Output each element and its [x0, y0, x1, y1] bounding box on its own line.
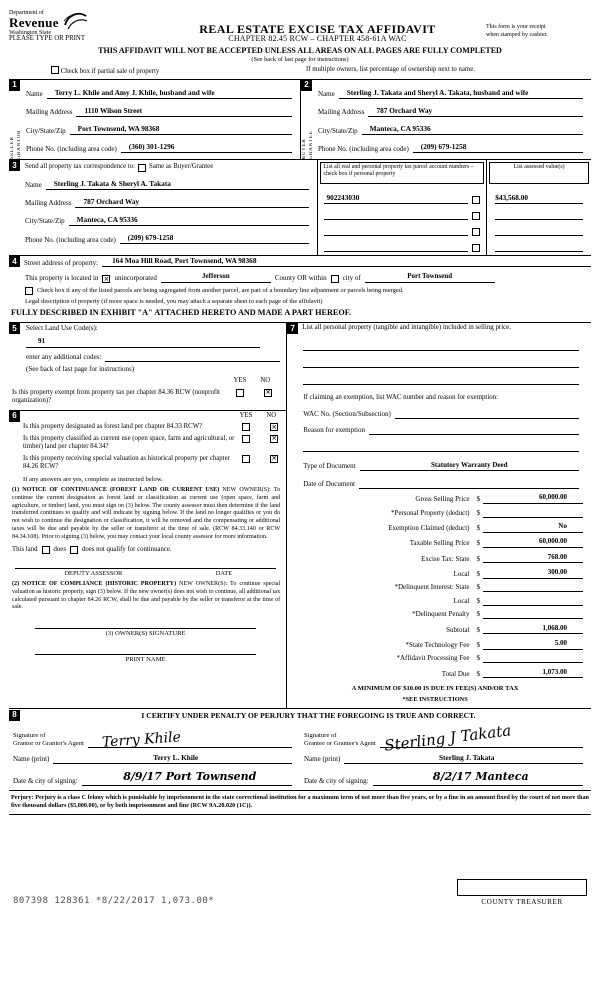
- grantee-sig-label-1: Signature of: [304, 732, 337, 740]
- section-8-number: 8: [9, 710, 20, 721]
- grantee-signature-line[interactable]: [380, 721, 583, 755]
- processing-fee-field[interactable]: [483, 654, 583, 663]
- land-use-section: [9, 323, 286, 409]
- does-checkbox[interactable]: [42, 546, 50, 554]
- parcel-number-3[interactable]: [324, 227, 468, 236]
- revenue-logo-text: [9, 10, 59, 36]
- grantor-date-city-handwriting: 8/9/17 Port Townsend: [123, 770, 257, 784]
- exemption-deduct-field[interactable]: No: [483, 522, 583, 533]
- section-6-number: 6: [9, 411, 20, 422]
- historic-question: Is this property receiving special valuation as historical property per chapter 84.26 RCW?: [23, 454, 230, 471]
- buyer-name-field[interactable]: Sterling J. Takata and Sheryl A. Takata, husband and wife: [339, 88, 583, 99]
- wac-label: WAC No. (Section/Subsection): [303, 410, 391, 419]
- print-name-line[interactable]: PRINT NAME: [35, 654, 256, 664]
- grantor-signature-label: [13, 732, 88, 748]
- parcel-personal-checkbox-2[interactable]: [472, 212, 480, 220]
- owners-signature-line[interactable]: (3) OWNER(S) SIGNATURE: [35, 628, 256, 638]
- excise-local-field[interactable]: 300.00: [483, 568, 583, 579]
- unincorporated-checkbox[interactable]: ×: [103, 273, 110, 284]
- logo-washington-state: Washington State: [9, 29, 52, 36]
- grantee-date-city-field[interactable]: [373, 770, 583, 786]
- section-3-number: 3: [9, 160, 20, 171]
- minimum-fee-note: A MINIMUM OF $10.00 IS DUE IN FEE(S) AND/OR TAX: [351, 685, 519, 693]
- wac-row: [303, 410, 579, 419]
- processing-fee-label: *Affidavit Processing Fee: [396, 654, 470, 663]
- personal-property-line-2[interactable]: [303, 359, 579, 368]
- multiple-owners-note: If multiple owners, list percentage of ownership next to name.: [306, 66, 475, 74]
- segregated-label: Check box if any of the listed parcels are being segregated from another parcel, are part of a boundary line adjustment or parcels being merged.: [37, 287, 404, 295]
- corr-name-label: Name: [25, 181, 42, 190]
- doc-type-row: [303, 461, 579, 471]
- cashier-receipt-stamp: 807398 128361 *8/22/2017 1,073.00*: [13, 895, 215, 906]
- signature-grid: [9, 722, 591, 786]
- same-as-buyer-label: Same as Buyer/Grantee: [149, 163, 214, 171]
- dollar-sign-9: $: [476, 625, 480, 634]
- logo-department-of: Department of: [9, 10, 44, 16]
- historic-no-checkbox[interactable]: ×: [271, 453, 277, 464]
- receipt-note-line1: This form is your receipt: [486, 24, 546, 30]
- dollar-sign-0: $: [476, 495, 480, 504]
- this-land-label: This land: [12, 545, 38, 553]
- section-1-number: 1: [9, 80, 20, 91]
- current-use-yes-checkbox[interactable]: [242, 435, 250, 443]
- receipt-note: [486, 10, 591, 40]
- forest-land-section: [9, 410, 286, 708]
- grantee-sig-label-2: Grantee or Grantee's Agent: [304, 740, 376, 748]
- assessed-value-2[interactable]: [495, 211, 583, 220]
- buyer-label: BUYER: [302, 138, 307, 160]
- treasurer-stamp-box: [457, 879, 587, 896]
- certification-section: [9, 709, 591, 791]
- notice-compliance-title: (2) NOTICE OF COMPLIANCE (HISTORIC PROPERTY): [12, 581, 177, 588]
- grantor-date-city-label: Date & city of signing:: [13, 777, 78, 786]
- s5-yes-header: YES: [233, 377, 247, 385]
- not-accepted-warning: THIS AFFIDAVIT WILL NOT BE ACCEPTED UNLESS ALL AREAS ON ALL PAGES ARE FULLY COMPLETED: [98, 45, 502, 55]
- chapter-line: CHAPTER 82.45 RCW – CHAPTER 458-61A WAC: [228, 33, 407, 43]
- partial-sale-label: Check box if partial sale of property: [60, 68, 160, 76]
- dollar-sign-8: $: [476, 610, 480, 619]
- street-address-field[interactable]: 164 Moa Hill Road, Port Townsend, WA 98368: [102, 256, 591, 267]
- buyer-csz-field[interactable]: Manteca, CA 95336: [362, 124, 583, 135]
- corr-phone-field[interactable]: (209) 679-1258: [120, 233, 310, 244]
- section-2-number: 2: [301, 80, 312, 91]
- historic-yes-checkbox[interactable]: [242, 455, 250, 463]
- seller-fields: [23, 80, 300, 159]
- taxable-price-label: Taxable Selling Price: [409, 539, 470, 548]
- assessed-value-4[interactable]: [495, 243, 583, 252]
- assessed-column: [486, 160, 591, 255]
- corr-name-field[interactable]: Sterling J. Takata & Sheryl A. Takata: [46, 179, 310, 190]
- grantor-label: GRANTOR: [17, 129, 22, 160]
- logo-revenue: Revenue: [9, 15, 59, 31]
- seller-name-field[interactable]: Terry L. Khile and Amy J. Khile, husband and wife: [47, 88, 292, 99]
- does-label: does: [53, 545, 66, 553]
- delinquent-penalty-label: *Delinquent Penalty: [412, 610, 470, 619]
- buyer-name-label: Name: [318, 90, 335, 99]
- land-use-top: [9, 323, 280, 373]
- legal-description-note: Legal description of property (if more space is needed, you may attach a separate sheet to each page of the affidavit): [25, 298, 323, 306]
- seller-strip: [9, 80, 23, 159]
- dollar-sign-10: $: [476, 640, 480, 649]
- grantee-name-print-field[interactable]: Sterling J. Takata: [344, 753, 583, 764]
- parcel-column: [317, 160, 486, 255]
- historic-question-row: [23, 455, 286, 472]
- revenue-swoosh-icon: [62, 10, 88, 34]
- if-yes-note: If any answers are yes, complete as instructed below.: [23, 475, 163, 483]
- land-use-see-back: (See back of last page for instructions): [26, 364, 135, 373]
- land-qualify-row: [12, 546, 286, 554]
- grantor-signature: Terry Khile: [101, 728, 182, 751]
- forest-yes-checkbox[interactable]: [242, 423, 250, 431]
- notice-continuance-title: (1) NOTICE OF CONTINUANCE (FOREST LAND OR CURRENT USE): [12, 487, 220, 493]
- personal-deduct-label: *Personal Property (deduct): [390, 508, 470, 517]
- certify-statement: I CERTIFY UNDER PENALTY OF PERJURY THAT THE FOREGOING IS TRUE AND CORRECT.: [141, 710, 476, 720]
- segregated-checkbox[interactable]: [25, 287, 33, 295]
- seller-buyer-sections: [9, 79, 591, 159]
- assessed-header: List assessed value(s): [489, 162, 589, 184]
- seller-vertical-labels: [9, 91, 23, 159]
- excise-state-field[interactable]: 768.00: [483, 553, 583, 564]
- street-address-row: [9, 256, 591, 267]
- personal-deduct-field[interactable]: [483, 509, 583, 518]
- dollar-sign-2: $: [476, 524, 480, 533]
- parcel-number-2[interactable]: [324, 211, 468, 220]
- tech-fee-label: *State Technology Fee: [405, 640, 470, 649]
- personal-property-line-3[interactable]: [303, 376, 579, 385]
- s6-yes-no-header: [23, 412, 286, 420]
- personal-property-line-1[interactable]: [303, 342, 579, 351]
- exhibit-text: FULLY DESCRIBED IN EXHIBIT "A" ATTACHED HERETO AND MADE A PART HEREOF.: [11, 308, 352, 318]
- reason-label: Reason for exemption: [303, 426, 366, 435]
- correspondence-strip: [9, 160, 23, 250]
- notice-continuance: [12, 487, 280, 542]
- s6-yes-header: YES: [239, 411, 253, 419]
- additional-codes-row: [26, 353, 280, 362]
- doc-date-field[interactable]: [359, 480, 579, 489]
- buyer-section: [300, 80, 591, 159]
- total-due-label: Total Due: [441, 669, 470, 678]
- same-as-buyer-checkbox[interactable]: [138, 164, 146, 172]
- right-column: [287, 323, 591, 707]
- notice-compliance: [12, 581, 280, 612]
- dollar-sign-4: $: [476, 554, 480, 563]
- forest-no-checkbox[interactable]: ×: [271, 421, 277, 432]
- parcel-header: List all real and personal property tax parcel account numbers – check box if personal property: [320, 162, 484, 184]
- seller-label: SELLER: [10, 136, 15, 160]
- property-section: [9, 255, 591, 322]
- grantor-sig-label-2: Grantor or Grantor's Agent: [13, 740, 84, 748]
- dollar-sign-5: $: [476, 569, 480, 578]
- additional-codes-field[interactable]: [105, 354, 280, 362]
- correspondence-left: [9, 160, 317, 255]
- excise-local-label: Local: [453, 569, 470, 578]
- personal-property-section: [287, 323, 591, 707]
- exempt-checkboxes: [236, 389, 280, 397]
- correspondence-section: [9, 159, 591, 255]
- gross-price-label: Gross Selling Price: [415, 495, 470, 504]
- land-use-fields: [24, 323, 280, 373]
- unincorporated-label: unincorporated: [114, 274, 157, 283]
- grantee-signature-row: [304, 721, 583, 755]
- seller-phone-field[interactable]: (360) 301-1296: [121, 142, 292, 153]
- s5-no-header: NO: [260, 377, 271, 385]
- city-field[interactable]: Port Townsend: [365, 272, 495, 283]
- grantee-label: GRANTEE: [309, 130, 314, 160]
- delinquent-interest-local-label: Local: [453, 596, 470, 605]
- buyer-strip: [301, 80, 315, 159]
- reason-row: [303, 426, 579, 435]
- perjury-statement: Perjury: Perjury is a class C felony which is punishable by imprisonment in the state correctional institution for a maximum term of not more than five years, or by a fine in an amount fixed by the court of not more than five thousand dollars ($5,000.00), or by both imprisonment and fine (RCW 9A.20.020 (1C)).: [9, 791, 591, 815]
- s5-yes-no-header: [9, 377, 280, 385]
- property-location-row: [25, 272, 591, 283]
- doc-date-label: Date of Document: [303, 480, 355, 489]
- grantor-signature-row: [13, 722, 292, 751]
- wac-field[interactable]: [395, 410, 579, 419]
- buyer-phone-field[interactable]: (209) 679-1258: [413, 142, 583, 153]
- county-treasurer-block: [457, 879, 587, 907]
- please-type-or-print: PLEASE TYPE OR PRINT: [9, 35, 85, 43]
- current-use-no-checkbox[interactable]: ×: [271, 433, 277, 444]
- partial-sale-checkbox[interactable]: [51, 66, 59, 74]
- grantor-sig-label-1: Signature of: [13, 732, 46, 740]
- subtotal-field[interactable]: 1,068.00: [483, 624, 583, 635]
- county-treasurer-label: COUNTY TREASURER: [481, 897, 563, 906]
- current-use-question: Is this property classified as current use (open space, farm and agricultural, or timber) land per chapter 84.34?: [23, 434, 235, 451]
- grantee-date-city-handwriting: 8/2/17 Manteca: [432, 770, 529, 784]
- exempt-no-checkbox[interactable]: ×: [265, 387, 271, 398]
- corr-phone-label: Phone No. (including area code): [25, 235, 116, 244]
- partial-sale-group: [51, 66, 306, 76]
- additional-codes-label: enter any additional codes:: [26, 352, 102, 361]
- grantee-signature-block: [300, 722, 591, 786]
- assessed-value-1[interactable]: $43,568.00: [495, 193, 583, 204]
- certification-header: [9, 709, 591, 722]
- does-not-checkbox[interactable]: [70, 546, 78, 554]
- located-in-label: This property is located in: [25, 274, 99, 283]
- county-or-within-label: County OR within: [274, 274, 327, 283]
- forest-land-question-row: [23, 423, 286, 431]
- corr-mailing-label: Mailing Address: [25, 199, 72, 208]
- corr-csz-field[interactable]: Manteca, CA 95336: [69, 215, 310, 226]
- buyer-mailing-label: Mailing Address: [318, 108, 365, 117]
- delinquent-penalty-field[interactable]: [483, 610, 583, 619]
- seller-csz-label: City/State/Zip: [26, 126, 66, 135]
- revenue-logo: [9, 10, 149, 36]
- dollar-sign-3: $: [476, 539, 480, 548]
- correspondence-intro: Send all property tax correspondence to:: [25, 163, 136, 171]
- see-instructions-note: *SEE INSTRUCTIONS: [402, 695, 468, 703]
- section-4-number: 4: [9, 256, 20, 267]
- buyer-fields: [315, 80, 591, 159]
- s7-top: [287, 323, 583, 334]
- historic-checkboxes: [242, 455, 286, 463]
- reason-extra-line[interactable]: [303, 443, 579, 452]
- deputy-assessor-label: DEPUTY ASSESSOR: [64, 570, 123, 578]
- current-use-question-row: [23, 435, 286, 452]
- seller-section: [9, 80, 300, 159]
- seller-csz-field[interactable]: Port Townsend, WA 98368: [70, 124, 292, 135]
- parcel-personal-checkbox-1[interactable]: [472, 196, 480, 204]
- grantor-signature-line[interactable]: [88, 728, 292, 751]
- page-footer: [9, 879, 591, 907]
- see-back-note: (See back of last page for instructions): [251, 55, 349, 63]
- lower-columns: [9, 322, 591, 708]
- delinquent-interest-state-label: *Delinquent Interest: State: [394, 583, 470, 592]
- total-due-field[interactable]: 1,073.00: [483, 668, 583, 679]
- gross-price-field[interactable]: 60,000.00: [483, 493, 583, 504]
- doc-type-label: Type of Document: [303, 462, 356, 471]
- seller-phone-label: Phone No. (including area code): [26, 144, 117, 153]
- notice-continuance-body: NEW OWNER(S): To continue the current designation as forest land or classification as current use (open space, farm and agriculture, or timber) land, you must sign on (3) below. The county assessor must then determine if the land transferred continues to qualify and will indicate by signing below. If the land no longer qualifies or you do not wish to continue the designation or classification, it will be removed and the compensating or additional taxes will be due and payable by the seller or transferor at the time of sale. (RCW 84.33.140 or RCW 84.34.108). Prior to signing (3) below, you may contact your local county assessor for more information.: [12, 487, 281, 540]
- forest-land-checkboxes: [242, 423, 286, 431]
- corr-mailing-field[interactable]: 787 Orchard Way: [75, 197, 309, 208]
- exempt-question-row: [9, 389, 280, 406]
- doc-type-field[interactable]: Statutory Warranty Deed: [360, 461, 579, 471]
- does-not-label: does not qualify for continuance.: [81, 545, 172, 553]
- exemption-intro: If claiming an exemption, list WAC number and reason for exemption:: [303, 394, 499, 402]
- parcel-personal-checkbox-3[interactable]: [472, 228, 480, 236]
- forest-land-question: Is this property designated as forest land per chapter 84.33 RCW?: [23, 423, 203, 431]
- partial-sale-row: [9, 66, 591, 76]
- dollar-sign-7: $: [476, 596, 480, 605]
- seller-name-label: Name: [26, 90, 43, 99]
- grantee-name-print-label: Name (print): [304, 755, 341, 764]
- city-checkbox[interactable]: [331, 275, 339, 283]
- notice-compliance-body: NEW OWNER(S): To continue special valuation as historic property, sign (3) below. If the new owner(s) does not wish to continue, all additional tax calculated pursuant to chapter 84.26 RCW, shall be due and payable by the seller or transferor at the time of sale.: [12, 581, 281, 611]
- buyer-csz-label: City/State/Zip: [318, 126, 358, 135]
- grantee-signature-label: [304, 732, 380, 748]
- buyer-vertical-labels: [301, 91, 315, 159]
- grantee-date-city-label: Date & city of signing:: [304, 777, 369, 786]
- deputy-assessor-captions: [15, 570, 276, 578]
- deputy-date-label: DATE: [215, 570, 233, 578]
- s6-main: [20, 411, 286, 484]
- city-of-label: city of: [342, 274, 361, 283]
- doc-date-row: [303, 480, 579, 489]
- current-use-checkboxes: [242, 435, 286, 443]
- grantor-signature-block: [9, 722, 300, 786]
- correspondence-fields: [23, 160, 317, 250]
- segregated-row: [25, 287, 591, 295]
- dollar-sign-11: $: [476, 654, 480, 663]
- form-title: REAL ESTATE EXCISE TAX AFFIDAVIT: [199, 22, 436, 36]
- reason-field[interactable]: [369, 426, 579, 435]
- seller-mailing-label: Mailing Address: [26, 108, 73, 117]
- grantee-signature: Sterling J Takata: [383, 721, 512, 755]
- section-5-number: 5: [9, 323, 20, 334]
- correspondence-intro-row: [25, 163, 309, 171]
- excise-state-label: Excise Tax: State: [421, 554, 470, 563]
- grantor-name-print-field[interactable]: Terry L. Khile: [53, 753, 292, 764]
- exemption-deduct-label: Exemption Claimed (deduct): [388, 524, 470, 533]
- exempt-yes-checkbox[interactable]: [236, 389, 244, 397]
- grantor-date-city-field[interactable]: [82, 770, 292, 786]
- parcel-number-1[interactable]: 902243030: [324, 193, 468, 204]
- land-use-label: Select Land Use Code(s):: [26, 324, 98, 333]
- deputy-assessor-line[interactable]: [15, 568, 276, 569]
- receipt-note-line2: when stamped by cashier.: [486, 31, 548, 38]
- land-use-code-field[interactable]: 91: [26, 337, 260, 348]
- corr-csz-label: City/State/Zip: [25, 217, 65, 226]
- taxable-price-field[interactable]: 60,000.00: [483, 537, 583, 548]
- parcel-personal-checkbox-4[interactable]: [472, 244, 480, 252]
- dollar-sign-6: $: [476, 583, 480, 592]
- dollar-sign-12: $: [476, 669, 480, 678]
- seller-mailing-field[interactable]: 1110 Wilson Street: [76, 106, 292, 117]
- delinquent-interest-local-field[interactable]: [483, 597, 583, 606]
- subtotal-label: Subtotal: [446, 625, 470, 634]
- dollar-sign-1: $: [476, 508, 480, 517]
- county-field[interactable]: Jefferson: [161, 272, 271, 283]
- section-7-number: 7: [287, 323, 298, 334]
- left-column: [9, 323, 287, 707]
- s6-no-header: NO: [266, 411, 277, 419]
- s6-top: [9, 411, 286, 484]
- tech-fee-field[interactable]: 5.00: [483, 639, 583, 650]
- assessed-value-3[interactable]: [495, 227, 583, 236]
- street-address-label: Street address of property:: [24, 258, 99, 267]
- delinquent-interest-state-field[interactable]: [483, 583, 583, 592]
- exempt-question: Is this property exempt from property tax per chapter 84.36 RCW (nonprofit organization)?: [12, 388, 220, 405]
- personal-property-intro: List all personal property (tangible and intangible) included in selling price.: [302, 324, 511, 332]
- buyer-mailing-field[interactable]: 787 Orchard Way: [368, 106, 583, 117]
- buyer-phone-label: Phone No. (including area code): [318, 144, 409, 153]
- grantor-name-print-label: Name (print): [13, 755, 50, 764]
- parcel-number-4[interactable]: [324, 243, 468, 252]
